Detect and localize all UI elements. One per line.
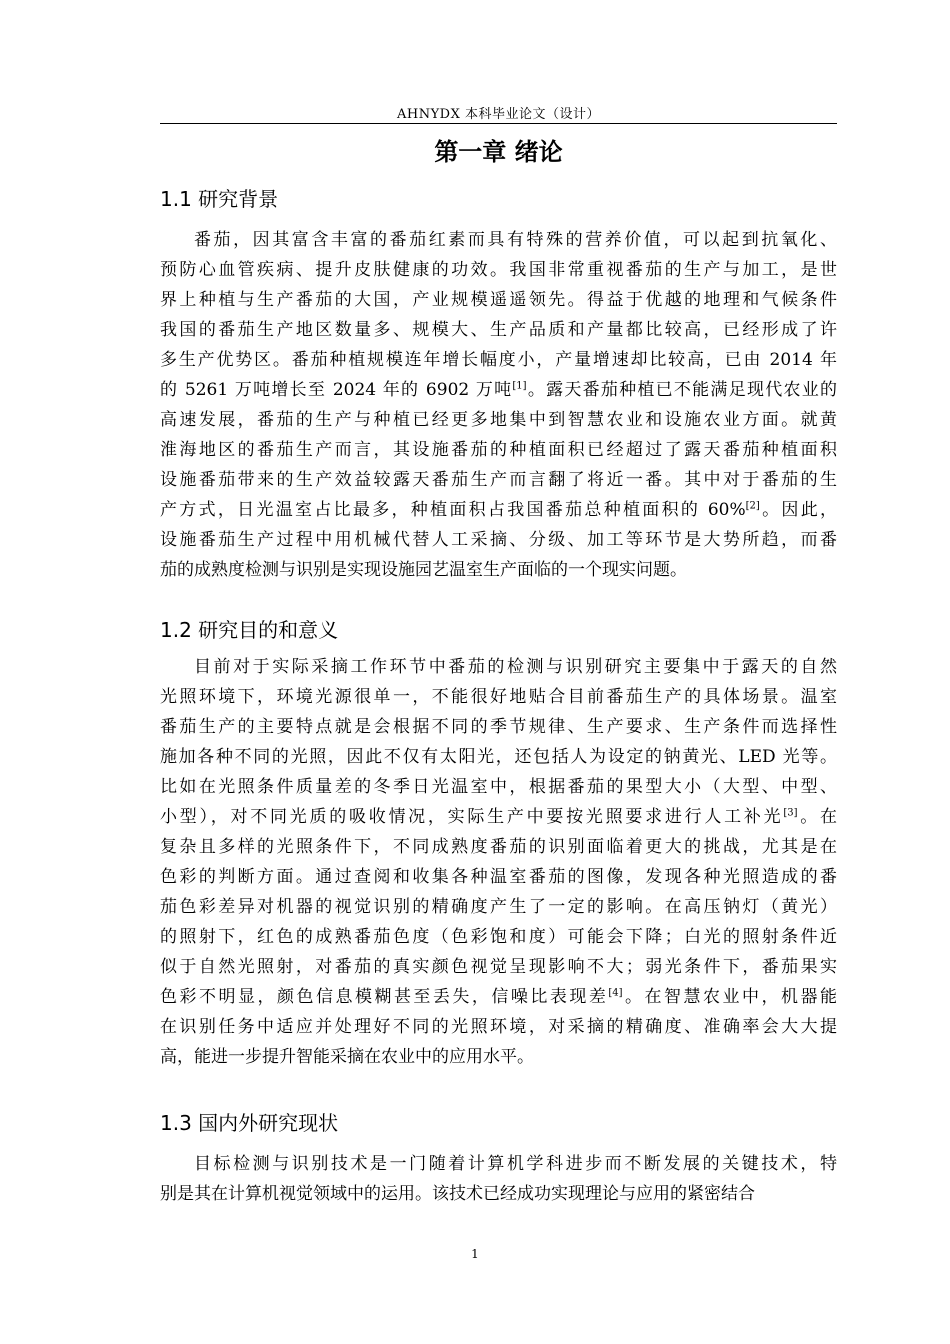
text-line <box>160 345 837 375</box>
text-segment: 似于自然光照射，对番茄的真实颜色视觉呈现影响不大；弱光条件下，番茄果实 <box>160 957 837 977</box>
text-segment: 茄的成熟度检测与识别是实现设施园艺温室生产面临的一个现实问题。 <box>160 560 687 580</box>
paragraph-research-status <box>160 1149 837 1209</box>
text-line <box>160 1149 837 1179</box>
text-segment: 目前对于实际采摘工作环节中番茄的检测与识别研究主要集中于露天的自然 <box>194 657 837 677</box>
text-segment: 施加各种不同的光照，因此不仅有太阳光，还包括人为设定的钠黄光、LED 光等。 <box>160 747 837 767</box>
text-segment: 预防心血管疾病、提升皮肤健康的功效。我国非常重视番茄的生产与加工，是世 <box>160 260 837 280</box>
text-segment: 目标检测与识别技术是一门随着计算机学科进步而不断发展的关键技术，特 <box>194 1154 837 1174</box>
header-rule <box>160 123 837 124</box>
text-segment: 。露天番茄种植已不能满足现代农业的 <box>526 380 837 400</box>
citation-mark: [3] <box>783 807 798 819</box>
text-line <box>160 742 837 772</box>
running-header: AHNYDX 本科毕业论文（设计） <box>397 107 600 122</box>
text-segment: 。在智慧农业中，机器能 <box>622 987 838 1007</box>
text-segment: 高速发展，番茄的生产与种植已经更多地集中到智慧农业和设施农业方面。就黄 <box>160 410 837 430</box>
text-line <box>160 832 837 862</box>
chapter-title: 第一章 绪论 <box>434 138 563 166</box>
citation-mark: [4] <box>608 987 623 999</box>
text-segment: 番茄生产的主要特点就是会根据不同的季节规律、生产要求、生产条件而选择性 <box>160 717 837 737</box>
text-segment: 茄色彩差异对机器的视觉识别的精确度产生了一定的影响。在高压钠灯（黄光） <box>160 897 837 917</box>
text-segment: 光照环境下，环境光源很单一，不能很好地贴合目前番茄生产的具体场景。温室 <box>160 687 837 707</box>
text-line <box>160 525 837 555</box>
text-line <box>160 952 837 982</box>
text-segment: 比如在光照条件质量差的冬季日光温室中，根据番茄的果型大小（大型、中型、 <box>160 777 837 797</box>
text-line <box>160 375 837 405</box>
text-line <box>160 802 837 832</box>
text-line <box>160 405 837 435</box>
text-segment: 。因此， <box>759 500 837 520</box>
text-segment: 别是其在计算机视觉领域中的运用。该技术已经成功实现理论与应用的紧密结合 <box>160 1184 755 1204</box>
paragraph-research-purpose <box>160 652 837 1072</box>
text-segment: 我国的番茄生产地区数量多、规模大、生产品质和产量都比较高，已经形成了许 <box>160 320 837 340</box>
text-segment: 多生产优势区。番茄种植规模连年增长幅度小，产量增速却比较高，已由 2014 年 <box>160 350 837 370</box>
text-line <box>160 225 837 255</box>
text-line <box>160 315 837 345</box>
section-heading-1-1: 1.1 研究背景 <box>160 187 279 211</box>
paragraph-research-background <box>160 225 837 585</box>
text-line <box>160 892 837 922</box>
text-line <box>160 495 837 525</box>
text-line <box>160 862 837 892</box>
text-segment: 产方式，日光温室占比最多，种植面积占我国番茄总种植面积的 60% <box>160 500 746 520</box>
text-line <box>160 1012 837 1042</box>
citation-mark: [1] <box>512 380 527 392</box>
page-number: 1 <box>471 1247 479 1261</box>
section-heading-1-2: 1.2 研究目的和意义 <box>160 618 339 642</box>
text-segment: 淮海地区的番茄生产而言，其设施番茄的种植面积已经超过了露天番茄种植面积 <box>160 440 837 460</box>
text-segment: 。在 <box>797 807 838 827</box>
text-line <box>160 922 837 952</box>
text-line <box>160 435 837 465</box>
text-segment: 色彩不明显，颜色信息模糊甚至丢失，信噪比表现差 <box>160 987 609 1007</box>
text-line <box>160 255 837 285</box>
text-line <box>160 682 837 712</box>
text-line <box>160 772 837 802</box>
text-line <box>160 652 837 682</box>
text-segment: 界上种植与生产番茄的大国，产业规模遥遥领先。得益于优越的地理和气候条件 <box>160 290 837 310</box>
text-line <box>160 1179 837 1209</box>
text-line <box>160 1042 837 1072</box>
text-segment: 色彩的判断方面。通过查阅和收集各种温室番茄的图像，发现各种光照造成的番 <box>160 867 837 887</box>
text-segment: 小型），对不同光质的吸收情况，实际生产中要按光照要求进行人工补光 <box>160 807 784 827</box>
text-segment: 设施番茄带来的生产效益较露天番茄生产而言翻了将近一番。其中对于番茄的生 <box>160 470 837 490</box>
text-line <box>160 982 837 1012</box>
text-segment: 的照射下，红色的成熟番茄色度（色彩饱和度）可能会下降；白光的照射条件近 <box>160 927 837 947</box>
text-line <box>160 465 837 495</box>
text-segment: 设施番茄生产过程中用机械代替人工采摘、分级、加工等环节是大势所趋，而番 <box>160 530 837 550</box>
text-segment: 在识别任务中适应并处理好不同的光照环境，对采摘的精确度、准确率会大大提 <box>160 1017 837 1037</box>
section-heading-1-3: 1.3 国内外研究现状 <box>160 1111 339 1135</box>
text-line <box>160 555 837 585</box>
text-line <box>160 712 837 742</box>
text-segment: 高，能进一步提升智能采摘在农业中的应用水平。 <box>160 1047 534 1067</box>
text-segment: 番茄，因其富含丰富的番茄红素而具有特殊的营养价值，可以起到抗氧化、 <box>194 230 837 250</box>
text-segment: 的 5261 万吨增长至 2024 年的 6902 万吨 <box>160 380 513 400</box>
citation-mark: [2] <box>745 500 760 512</box>
text-line <box>160 285 837 315</box>
text-segment: 复杂且多样的光照条件下，不同成熟度番茄的识别面临着更大的挑战，尤其是在 <box>160 837 837 857</box>
